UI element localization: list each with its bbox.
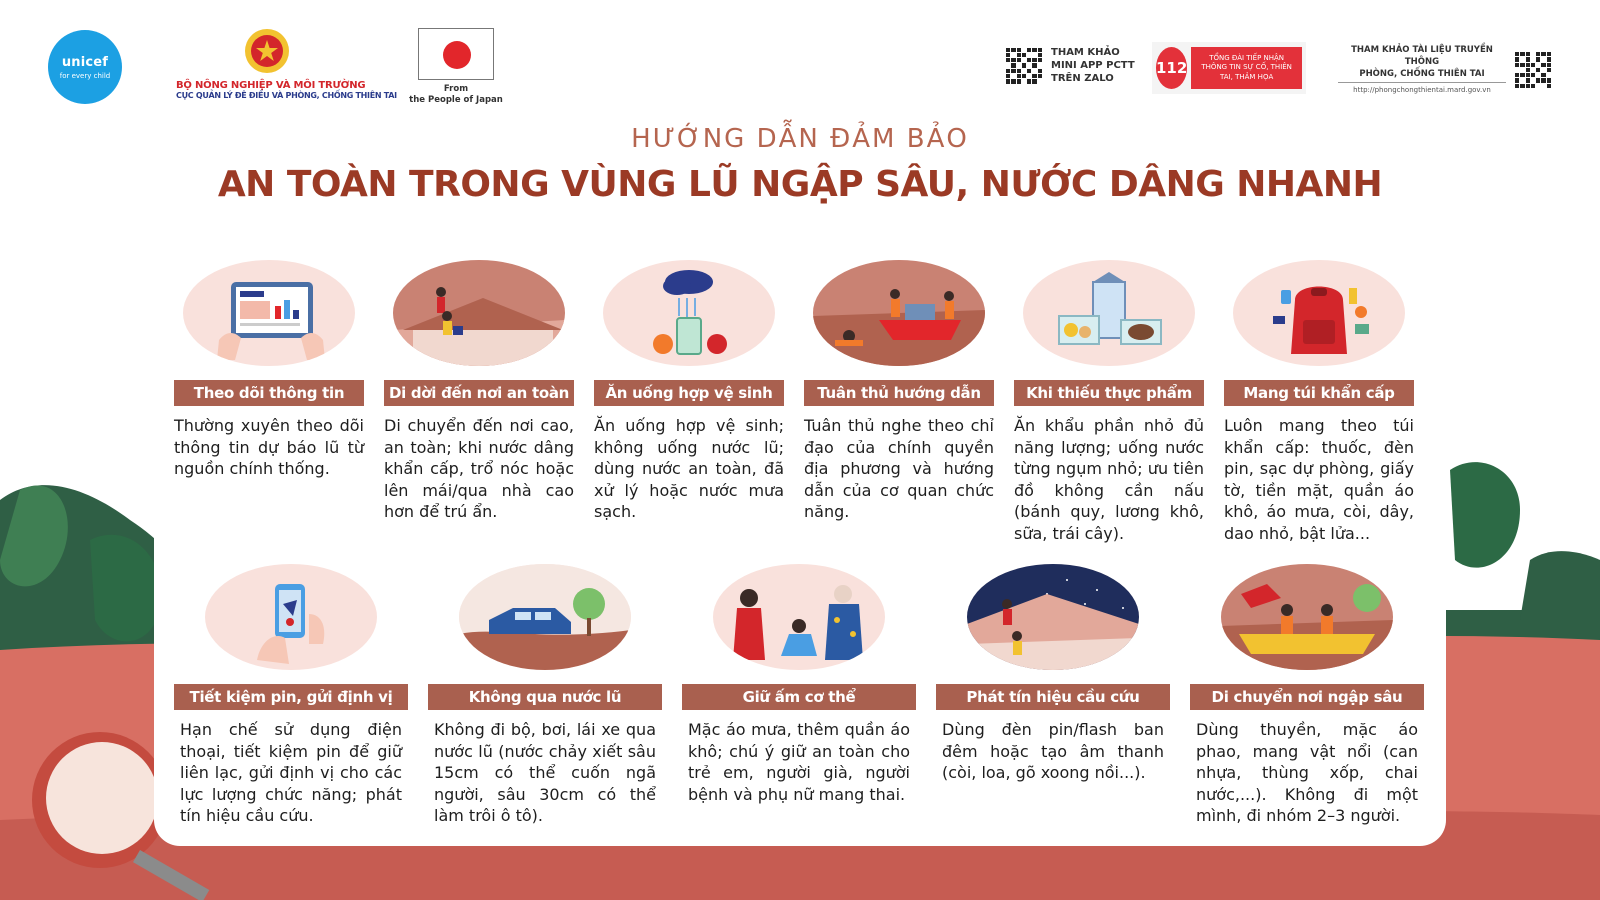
- department-name: CỤC QUẢN LÝ ĐÊ ĐIỀU VÀ PHÒNG, CHỐNG THIÊN TAI: [176, 91, 397, 100]
- tip-food-shortage: [1014, 260, 1204, 544]
- tip-label: Phát tín hiệu cầu cứu: [936, 684, 1170, 710]
- zalo-qr-code-icon[interactable]: [1005, 47, 1043, 85]
- docs-url[interactable]: http://phongchongthientai.mard.gov.vn: [1338, 82, 1506, 96]
- docs-line-2: PHÒNG, CHỐNG THIÊN TAI: [1359, 69, 1485, 79]
- rescue-boat-icon: [813, 260, 985, 366]
- tip-label: Tuân thủ hướng dẫn: [804, 380, 994, 406]
- tip-move-deep-water: [1190, 564, 1424, 827]
- tip-emergency-bag: [1224, 260, 1414, 544]
- tip-description: Tuân thủ nghe theo chỉ đạo của chính quyền địa phương và hướng dẫn của cơ quan chức năng.: [804, 416, 994, 521]
- japan-flag-icon: [418, 28, 494, 80]
- page-subtitle: HƯỚNG DẪN ĐẢM BẢO: [631, 124, 969, 154]
- docs-line-1: THAM KHẢO TÀI LIỆU TRUYỀN THÔNG: [1351, 45, 1493, 67]
- docs-qr-code-icon[interactable]: [1514, 51, 1552, 89]
- tip-label: Di dời đến nơi an toàn: [384, 380, 574, 406]
- page-title: AN TOÀN TRONG VÙNG LŨ NGẬP SÂU, NƯỚC DÂNG NHANH: [217, 164, 1383, 205]
- food-supplies-icon: [1023, 260, 1195, 366]
- tip-label: Ăn uống hợp vệ sinh: [594, 380, 784, 406]
- tip-description: Ăn khẩu phần nhỏ đủ năng lượng; uống nước từng ngụm nhỏ; ưu tiên đồ không cần nấu (bánh quy, lương khô, sữa, trái cây).: [1014, 416, 1204, 543]
- tip-label: Tiết kiệm pin, gửi định vị: [174, 684, 408, 710]
- tip-avoid-floodwater: [428, 564, 662, 827]
- tip-description: Ăn uống hợp vệ sinh; không uống nước lũ; dùng nước an toàn, đã xử lý hoặc nước mưa sạch.: [594, 416, 784, 521]
- unicef-wordmark: unicef: [61, 54, 109, 70]
- tip-label: Khi thiếu thực phẩm: [1014, 380, 1204, 406]
- tip-description: Dùng thuyền, mặc áo phao, mang vật nổi (can nhựa, thùng xốp, chai nước,...). Không đi một mình, đi nhóm 2–3 người.: [1196, 720, 1418, 825]
- tip-keep-warm: [682, 564, 916, 805]
- tip-description: Thường xuyên theo dõi thông tin dự báo lũ từ nguồn chính thống.: [174, 416, 364, 478]
- tip-hygienic-eating: [594, 260, 784, 523]
- tip-label: Theo dõi thông tin: [174, 380, 364, 406]
- life-jacket-boat-icon: [1221, 564, 1393, 670]
- japan-caption: From the People of Japan: [409, 84, 503, 105]
- tip-description: Hạn chế sử dụng điện thoại, tiết kiệm pin để giữ liên lạc, gửi định vị cho các lực lượng chức năng; phát tín hiệu cầu cứu.: [180, 720, 402, 825]
- tip-description: Mặc áo mưa, thêm quần áo khô; chú ý giữ an toàn cho trẻ em, người già, người bệnh và phụ nữ mang thai.: [688, 720, 910, 804]
- zalo-line-2: MINI APP PCTT: [1051, 60, 1135, 71]
- reference-docs-block: [1338, 44, 1552, 96]
- japan-aid-logo: [408, 28, 504, 106]
- emergency-backpack-icon: [1233, 260, 1405, 366]
- tip-label: Không qua nước lũ: [428, 684, 662, 710]
- tip-description: Luôn mang theo túi khẩn cấp: thuốc, đèn pin, sạc dự phòng, giấy tờ, tiền mặt, quần áo khô, áo mưa, còi, dây, dao nhỏ, bật lửa...: [1224, 416, 1414, 543]
- night-signal-icon: [967, 564, 1139, 670]
- warm-clothing-icon: [713, 564, 885, 670]
- tip-follow-information: [174, 260, 364, 480]
- clean-water-icon: [603, 260, 775, 366]
- ministry-logo: [176, 28, 397, 100]
- news-tablet-icon: [183, 260, 355, 366]
- hotline-text: TỔNG ĐÀI TIẾP NHẬN THÔNG TIN SỰ CỐ, THIÊN TAI, THẢM HỌA: [1191, 47, 1302, 89]
- tip-description: Không đi bộ, bơi, lái xe qua nước lũ (nước chảy xiết sâu 15cm có thể cuốn ngã người, sâu 30cm có thể làm trôi ô tô).: [434, 720, 656, 825]
- tip-description: Dùng đèn pin/flash ban đêm hoặc tạo âm thanh (còi, loa, gõ xoong nồi...).: [942, 720, 1164, 782]
- tip-label: Giữ ấm cơ thể: [682, 684, 916, 710]
- phone-112-icon: 112: [1156, 47, 1187, 89]
- rooftop-evacuation-icon: [393, 260, 565, 366]
- zalo-mini-app-block: [1005, 46, 1135, 85]
- flooded-car-icon: [459, 564, 631, 670]
- unicef-logo: [48, 30, 122, 104]
- tip-distress-signal: [936, 564, 1170, 784]
- phone-location-icon: [205, 564, 377, 670]
- tip-label: Di chuyển nơi ngập sâu: [1190, 684, 1424, 710]
- zalo-line-1: THAM KHẢO: [1051, 47, 1120, 58]
- hotline-112-banner: [1152, 42, 1306, 94]
- tip-save-battery: [174, 564, 408, 827]
- tip-evacuate-safe-place: [384, 260, 574, 523]
- unicef-tagline: for every child: [59, 71, 111, 80]
- tip-label: Mang túi khẩn cấp: [1224, 380, 1414, 406]
- tip-description: Di chuyển đến nơi cao, an toàn; khi nước dâng khẩn cấp, trổ nóc hoặc lên mái/qua nhà cao hơn để trú ẩn.: [384, 416, 574, 521]
- ministry-name: BỘ NÔNG NGHIỆP VÀ MÔI TRƯỜNG: [176, 80, 366, 91]
- national-emblem-icon: [244, 28, 290, 74]
- tip-follow-guidance: [804, 260, 994, 523]
- zalo-line-3: TRÊN ZALO: [1051, 73, 1114, 84]
